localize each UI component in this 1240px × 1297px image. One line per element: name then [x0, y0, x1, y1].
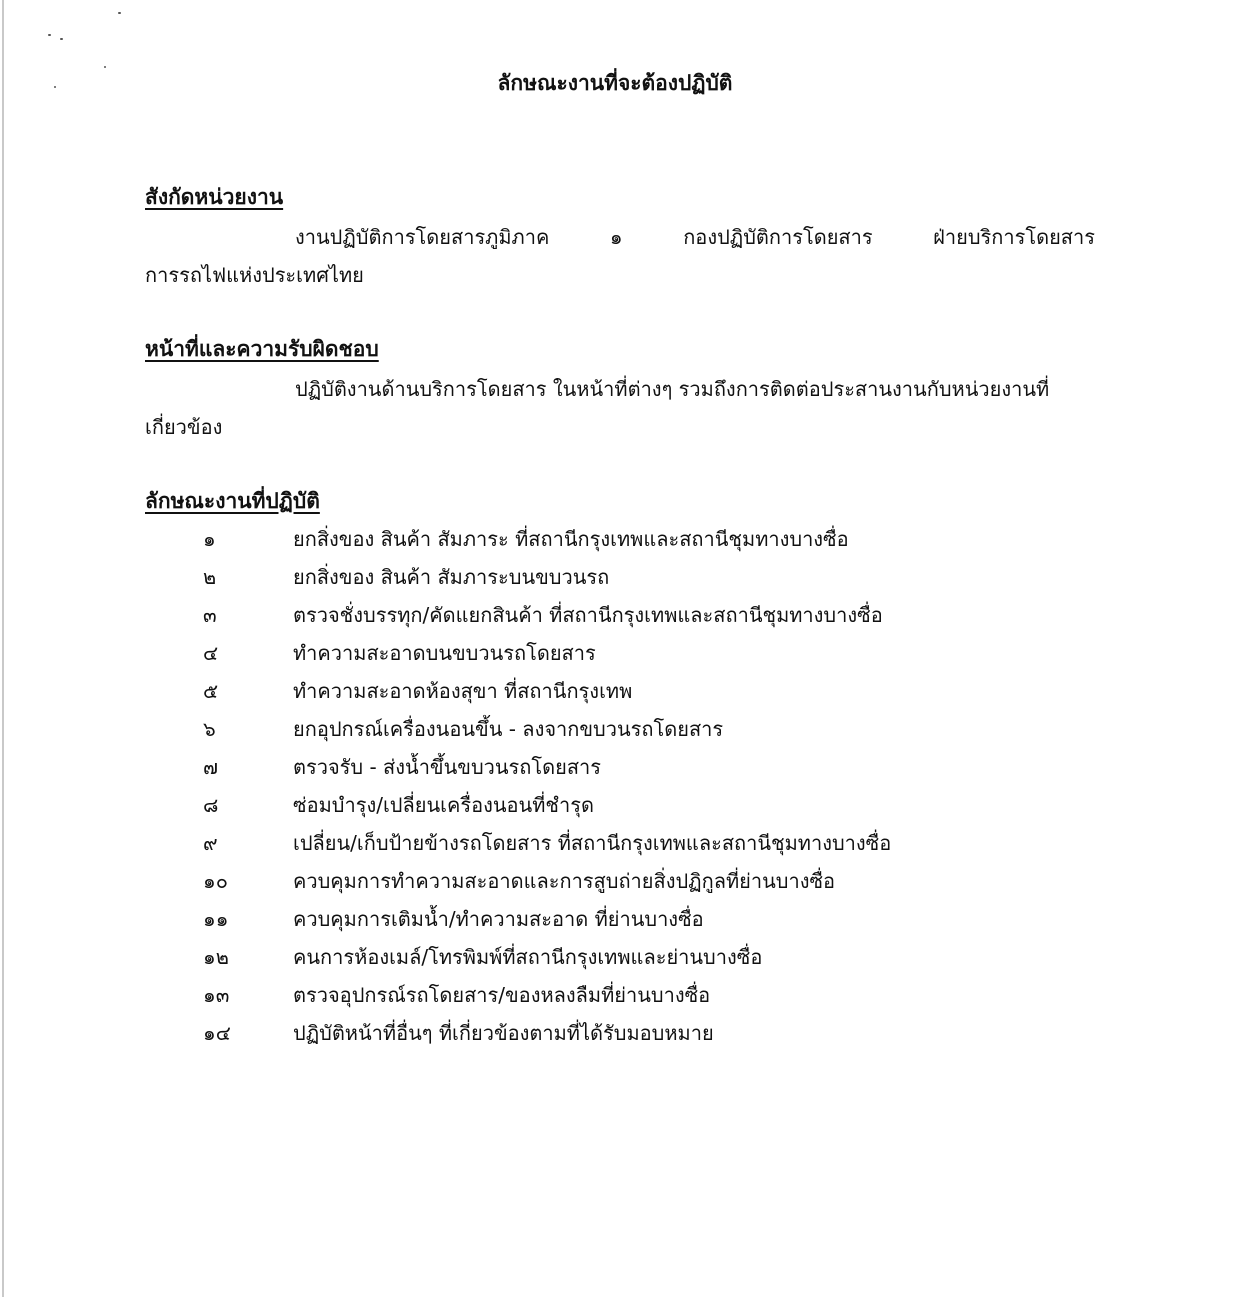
list-item: [145, 900, 1095, 938]
task-text: ตรวจชั่งบรรทุก/คัดแยกสินค้า ที่สถานีกรุงเทพและสถานีชุมทางบางซื่อ: [293, 603, 883, 627]
affiliation-text-line2: การรถไฟแห่งประเทศไทย: [145, 263, 364, 287]
task-number: ๘: [203, 793, 219, 817]
section-heading-affiliation: สังกัดหน่วยงาน: [145, 185, 284, 209]
affiliation-text-line1: งานปฏิบัติการโดยสารภูมิภาค ๑ กองปฏิบัติการโดยสาร ฝ่ายบริการโดยสาร: [295, 225, 1095, 249]
list-item: [145, 786, 1095, 824]
scan-speck: [48, 34, 51, 36]
task-text: ยกสิ่งของ สินค้า สัมภาระ ที่สถานีกรุงเทพและสถานีชุมทางบางซื่อ: [293, 527, 849, 551]
task-number: ๗: [203, 755, 219, 779]
section-tasks: [145, 484, 1095, 518]
list-item: [145, 710, 1095, 748]
list-item: [145, 596, 1095, 634]
task-text: ทำความสะอาดบนขบวนรถโดยสาร: [293, 641, 596, 665]
list-item: [145, 634, 1095, 672]
section-heading-tasks: ลักษณะงานที่ปฏิบัติ: [145, 489, 320, 513]
task-text: ทำความสะอาดห้องสุขา ที่สถานีกรุงเทพ: [293, 679, 633, 703]
task-number: ๑๑: [203, 907, 229, 931]
task-text: ตรวจรับ - ส่งน้ำขึ้นขบวนรถโดยสาร: [293, 755, 602, 779]
list-item: [145, 672, 1095, 710]
task-number: ๑๒: [203, 945, 229, 969]
scan-edge-line: [2, 0, 4, 1297]
scan-speck: [60, 38, 63, 40]
task-text: ยกสิ่งของ สินค้า สัมภาระบนขบวนรถ: [293, 565, 610, 589]
document-title: ลักษณะงานที่จะต้องปฏิบัติ: [497, 71, 733, 95]
section-affiliation: [145, 180, 1095, 294]
task-number: ๑๐: [203, 869, 228, 893]
task-text: ซ่อมบำรุง/เปลี่ยนเครื่องนอนที่ชำรุด: [293, 793, 594, 817]
task-text: คนการห้องเมล์/โทรพิมพ์ที่สถานีกรุงเทพและย่านบางซื่อ: [293, 945, 763, 969]
task-text: ตรวจอุปกรณ์รถโดยสาร/ของหลงลืมที่ย่านบางซื่อ: [293, 983, 711, 1007]
task-number: ๒: [203, 565, 217, 589]
list-item: [145, 1014, 1095, 1052]
list-item: [145, 520, 1095, 558]
task-number: ๑๔: [203, 1021, 231, 1045]
task-number: ๑๓: [203, 983, 230, 1007]
list-item: [145, 824, 1095, 862]
task-list: [145, 520, 1095, 1052]
scan-speck: [118, 12, 121, 14]
task-text: ควบคุมการเติมน้ำ/ทำความสะอาด ที่ย่านบางซื่อ: [293, 907, 704, 931]
task-number: ๑: [203, 527, 216, 551]
task-number: ๕: [203, 679, 219, 703]
task-number: ๙: [203, 831, 218, 855]
section-heading-duties: หน้าที่และความรับผิดชอบ: [145, 337, 379, 361]
task-text: ยกอุปกรณ์เครื่องนอนขึ้น - ลงจากขบวนรถโดยสาร: [293, 717, 724, 741]
duties-text-line2: เกี่ยวข้อง: [145, 415, 223, 439]
task-number: ๔: [203, 641, 219, 665]
task-number: ๓: [203, 603, 217, 627]
list-item: [145, 862, 1095, 900]
list-item: [145, 558, 1095, 596]
task-text: เปลี่ยน/เก็บป้ายข้างรถโดยสาร ที่สถานีกรุงเทพและสถานีชุมทางบางซื่อ: [293, 831, 892, 855]
list-item: [145, 938, 1095, 976]
section-duties: [145, 332, 1095, 446]
task-text: ควบคุมการทำความสะอาดและการสูบถ่ายสิ่งปฏิกูลที่ย่านบางซื่อ: [293, 869, 836, 893]
task-text: ปฏิบัติหน้าที่อื่นๆ ที่เกี่ยวข้องตามที่ได้รับมอบหมาย: [293, 1021, 714, 1045]
list-item: [145, 976, 1095, 1014]
task-number: ๖: [203, 717, 216, 741]
duties-text-line1: ปฏิบัติงานด้านบริการโดยสาร ในหน้าที่ต่างๆ รวมถึงการติดต่อประสานงานกับหน่วยงานที่: [295, 377, 1050, 401]
list-item: [145, 748, 1095, 786]
